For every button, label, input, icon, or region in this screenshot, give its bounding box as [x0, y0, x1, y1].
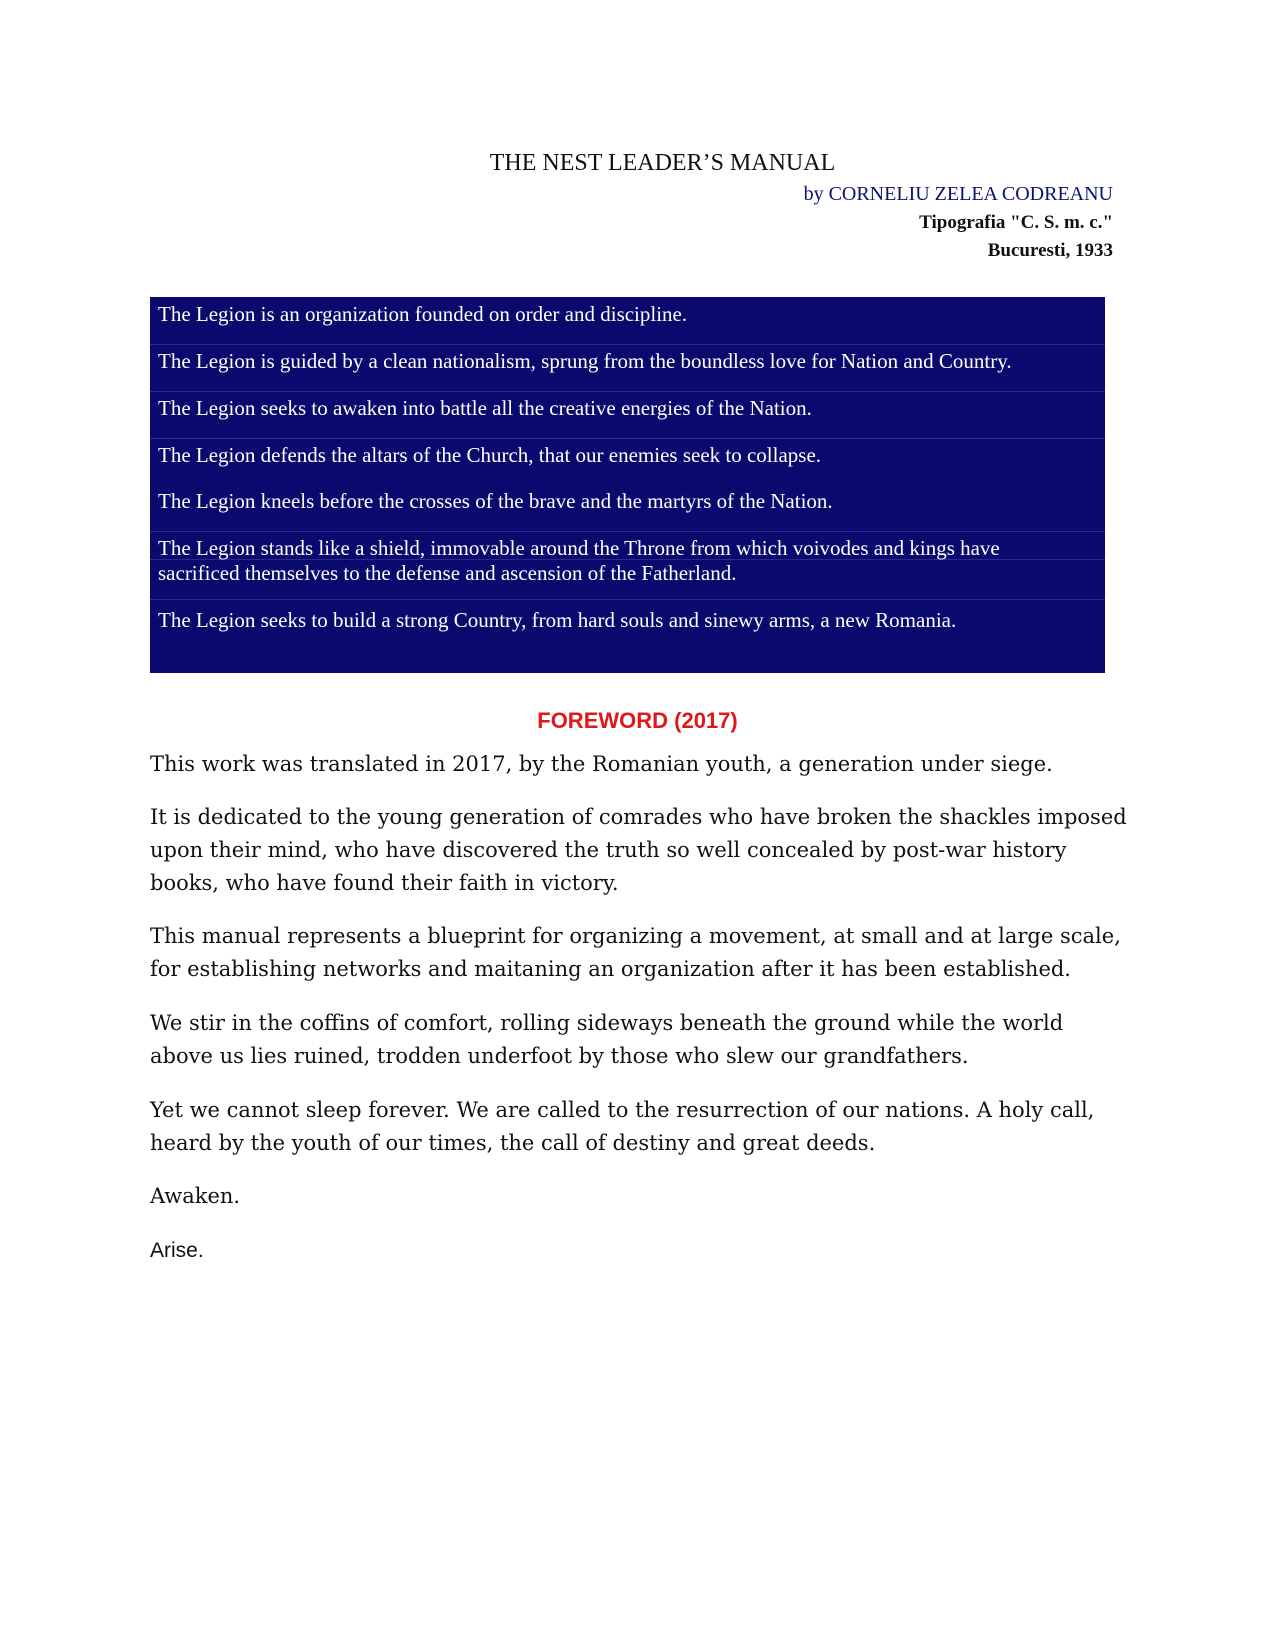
legion-tenets-box: [150, 297, 1105, 673]
foreword-heading: FOREWORD (2017): [537, 708, 738, 733]
tenet-item: The Legion stands like a shield, immovable around the Throne from which voivodes and kings have: [150, 535, 1105, 560]
tenet-item: The Legion is an organization founded on order and discipline.: [150, 301, 1105, 345]
foreword-paragraph: This manual represents a blueprint for organizing a movement, at small and at large scale, for establishing networks and maitaning an organization after it has been established.: [150, 924, 1121, 981]
foreword-paragraph: It is dedicated to the young generation of comrades who have broken the shackles imposed upon their mind, who have discovered the truth so well concealed by post-war history books, who have found their faith in victory.: [150, 805, 1127, 895]
tenet-item: The Legion seeks to build a strong Country, from hard souls and sinewy arms, a new Romania.: [158, 608, 957, 632]
tenet-item: The Legion defends the altars of the Church, that our enemies seek to collapse.: [158, 443, 822, 467]
tenet-item: The Legion is guided by a clean nationalism, sprung from the boundless love for Nation and Country.: [150, 348, 1105, 392]
foreword-paragraph: Arise.: [150, 1239, 204, 1262]
foreword-paragraph: Yet we cannot sleep forever. We are called to the resurrection of our nations. A holy call, heard by the youth of our times, the call of destiny and great deeds.: [150, 1098, 1095, 1155]
author-byline: by CORNELIU ZELEA CODREANU: [803, 183, 1113, 205]
tenet-item-continuation: sacrificed themselves to the defense and ascension of the Fatherland.: [150, 560, 1105, 600]
document-title: THE NEST LEADER’S MANUAL: [489, 150, 836, 176]
place-year-line: Bucuresti, 1933: [987, 240, 1113, 261]
foreword-paragraph: We stir in the coffins of comfort, rolling sideways beneath the ground while the world above us lies ruined, trodden underfoot by those who slew our grandfathers.: [150, 1011, 1064, 1068]
foreword-paragraph: This work was translated in 2017, by the Romanian youth, a generation under siege.: [150, 752, 1053, 776]
foreword-paragraph: Awaken.: [150, 1184, 241, 1208]
tenet-item: The Legion seeks to awaken into battle all the creative energies of the Nation.: [150, 395, 1105, 439]
printer-line: Tipografia "C. S. m. c.": [919, 212, 1113, 233]
tenet-item: The Legion kneels before the crosses of the brave and the martyrs of the Nation.: [150, 488, 1105, 532]
